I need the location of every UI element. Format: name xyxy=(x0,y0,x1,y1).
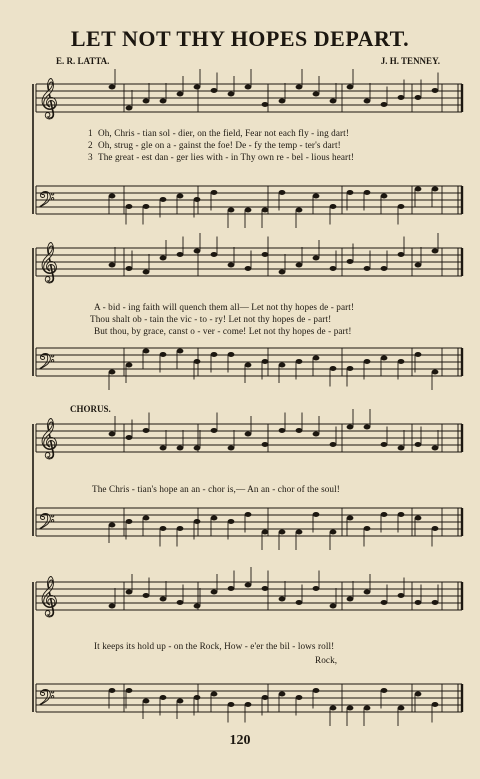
note-head xyxy=(160,99,167,104)
note-head xyxy=(330,266,337,271)
note-head xyxy=(432,187,439,192)
note-head xyxy=(381,512,388,517)
note-head xyxy=(347,516,354,521)
note-head xyxy=(109,523,116,528)
note-head xyxy=(177,446,184,451)
note-head xyxy=(143,349,150,354)
note-head xyxy=(177,600,184,605)
note-head xyxy=(262,586,269,591)
note-head xyxy=(177,92,184,97)
note-head xyxy=(109,432,116,437)
note-head xyxy=(432,88,439,93)
treble-clef-icon: 𝄞 xyxy=(38,576,59,616)
note-head xyxy=(296,600,303,605)
note-head xyxy=(296,208,303,213)
verse-line: Thou shalt ob - tain the vic - to - ry! Let not thy hopes de - part! xyxy=(90,314,332,324)
note-head xyxy=(228,263,235,268)
note-head xyxy=(262,208,269,213)
note-head xyxy=(415,187,422,192)
note-head xyxy=(143,99,150,104)
verse-line: A - bid - ing faith will quench them all— Let not thy hopes de - part! xyxy=(94,302,355,312)
note-head xyxy=(296,85,303,90)
note-head xyxy=(364,590,371,595)
note-head xyxy=(313,356,320,361)
hymn-title: LET NOT THY HOPES DEPART. xyxy=(70,26,410,51)
note-head xyxy=(296,359,303,364)
composer-credit: J. H. TENNEY. xyxy=(380,56,440,66)
note-head xyxy=(126,204,133,209)
note-head xyxy=(398,446,405,451)
note-head xyxy=(279,99,286,104)
note-head xyxy=(143,593,150,598)
note-head xyxy=(126,590,133,595)
note-head xyxy=(398,95,405,100)
note-head xyxy=(381,356,388,361)
note-head xyxy=(398,593,405,598)
note-head xyxy=(279,428,286,433)
note-head xyxy=(245,266,252,271)
verse-line: 1 Oh, Chris - tian sol - dier, on the field, Fear not each fly - ing dart! xyxy=(88,128,349,138)
note-head xyxy=(194,359,201,364)
treble-clef-icon: 𝄞 xyxy=(38,78,59,118)
note-head xyxy=(126,363,133,368)
note-head xyxy=(211,428,218,433)
note-head xyxy=(279,692,286,697)
note-head xyxy=(364,425,371,430)
note-head xyxy=(262,102,269,107)
note-head xyxy=(126,688,133,693)
note-head xyxy=(109,194,116,199)
note-head xyxy=(415,95,422,100)
note-head xyxy=(228,702,235,707)
note-head xyxy=(160,695,167,700)
note-head xyxy=(415,442,422,447)
note-head xyxy=(143,428,150,433)
note-head xyxy=(143,270,150,275)
note-head xyxy=(109,688,116,693)
note-head xyxy=(177,526,184,531)
note-head xyxy=(313,256,320,261)
note-head xyxy=(126,106,133,111)
note-head xyxy=(279,190,286,195)
note-head xyxy=(262,359,269,364)
note-head xyxy=(109,85,116,90)
note-head xyxy=(262,530,269,535)
note-head xyxy=(211,692,218,697)
note-head xyxy=(228,586,235,591)
note-head xyxy=(381,688,388,693)
note-head xyxy=(296,695,303,700)
bass-clef-icon: 𝄢 xyxy=(38,350,55,380)
note-head xyxy=(109,370,116,375)
note-head xyxy=(432,702,439,707)
note-head xyxy=(143,516,150,521)
note-head xyxy=(313,512,320,517)
note-head xyxy=(313,688,320,693)
note-head xyxy=(245,432,252,437)
note-head xyxy=(211,252,218,257)
note-head xyxy=(364,190,371,195)
note-head xyxy=(347,366,354,371)
verse-line: 3 The great - est dan - ger lies with - in Thy own re - bel - lious heart! xyxy=(88,152,355,162)
note-head xyxy=(228,352,235,357)
note-head xyxy=(347,259,354,264)
note-head xyxy=(160,197,167,202)
note-head xyxy=(279,363,286,368)
note-head xyxy=(313,92,320,97)
note-heads xyxy=(109,69,439,726)
note-head xyxy=(313,586,320,591)
note-head xyxy=(194,519,201,524)
note-head xyxy=(432,446,439,451)
note-head xyxy=(364,359,371,364)
note-head xyxy=(177,252,184,257)
note-head xyxy=(330,706,337,711)
note-head xyxy=(381,194,388,199)
note-head xyxy=(194,446,201,451)
note-head xyxy=(296,530,303,535)
note-head xyxy=(160,526,167,531)
note-head xyxy=(194,604,201,609)
chorus-line: The Chris - tian's hope an an - chor is,— An an - chor of the soul! xyxy=(92,484,340,494)
note-head xyxy=(364,266,371,271)
note-head xyxy=(211,590,218,595)
note-head xyxy=(177,194,184,199)
note-head xyxy=(194,85,201,90)
note-head xyxy=(245,208,252,213)
note-head xyxy=(245,583,252,588)
chorus-echo: Rock, xyxy=(315,655,338,665)
note-head xyxy=(109,604,116,609)
note-head xyxy=(415,352,422,357)
note-head xyxy=(177,699,184,704)
note-head xyxy=(415,263,422,268)
note-head xyxy=(398,706,405,711)
note-head xyxy=(432,249,439,254)
note-head xyxy=(211,516,218,521)
note-head xyxy=(160,256,167,261)
note-head xyxy=(347,85,354,90)
note-head xyxy=(126,266,133,271)
bass-clef-icon: 𝄢 xyxy=(38,686,55,716)
note-head xyxy=(381,600,388,605)
note-head xyxy=(143,699,150,704)
staff-lines xyxy=(33,78,462,716)
note-head xyxy=(279,270,286,275)
note-head xyxy=(330,604,337,609)
note-head xyxy=(245,363,252,368)
note-head xyxy=(381,266,388,271)
note-head xyxy=(381,102,388,107)
note-head xyxy=(347,597,354,602)
note-head xyxy=(330,442,337,447)
note-head xyxy=(245,512,252,517)
note-head xyxy=(398,359,405,364)
note-head xyxy=(330,204,337,209)
note-head xyxy=(194,695,201,700)
note-head xyxy=(245,85,252,90)
bass-clef-icon: 𝄢 xyxy=(38,188,55,218)
note-head xyxy=(228,208,235,213)
note-head xyxy=(279,597,286,602)
note-head xyxy=(313,432,320,437)
note-head xyxy=(160,597,167,602)
note-head xyxy=(194,197,201,202)
note-head xyxy=(398,204,405,209)
note-head xyxy=(398,512,405,517)
verse-line: But thou, by grace, canst o - ver - come! Let not thy hopes de - part! xyxy=(94,326,352,336)
note-head xyxy=(415,600,422,605)
note-head xyxy=(109,263,116,268)
chorus-line: It keeps its hold up - on the Rock, How - e'er the bil - lows roll! xyxy=(94,641,335,651)
note-head xyxy=(330,530,337,535)
note-head xyxy=(160,352,167,357)
note-head xyxy=(398,252,405,257)
note-head xyxy=(347,190,354,195)
page-number: 120 xyxy=(229,733,251,748)
note-head xyxy=(381,442,388,447)
note-head xyxy=(262,442,269,447)
note-head xyxy=(364,99,371,104)
note-head xyxy=(262,252,269,257)
note-head xyxy=(347,425,354,430)
treble-clef-icon: 𝄞 xyxy=(38,242,59,282)
note-head xyxy=(313,194,320,199)
note-head xyxy=(160,446,167,451)
treble-clef-icon: 𝄞 xyxy=(38,418,59,458)
note-head xyxy=(228,446,235,451)
note-head xyxy=(126,519,133,524)
verse-line: 2 Oh, strug - gle on a - gainst the foe! De - fy the temp - ter's dart! xyxy=(88,140,341,150)
note-head xyxy=(330,99,337,104)
note-head xyxy=(432,526,439,531)
note-head xyxy=(364,526,371,531)
note-head xyxy=(432,600,439,605)
note-head xyxy=(262,695,269,700)
bass-clef-icon: 𝄢 xyxy=(38,510,55,540)
note-head xyxy=(228,92,235,97)
note-head xyxy=(211,88,218,93)
note-head xyxy=(296,263,303,268)
note-head xyxy=(347,706,354,711)
note-head xyxy=(211,352,218,357)
note-head xyxy=(228,519,235,524)
note-head xyxy=(177,349,184,354)
note-head xyxy=(126,435,133,440)
note-head xyxy=(211,190,218,195)
note-head xyxy=(330,366,337,371)
note-head xyxy=(415,516,422,521)
note-head xyxy=(296,428,303,433)
note-head xyxy=(279,530,286,535)
note-head xyxy=(245,702,252,707)
note-head xyxy=(194,249,201,254)
note-head xyxy=(364,706,371,711)
note-head xyxy=(415,692,422,697)
note-head xyxy=(432,370,439,375)
note-head xyxy=(143,204,150,209)
chorus-label: CHORUS. xyxy=(70,404,111,414)
lyricist-credit: E. R. LATTA. xyxy=(56,56,110,66)
